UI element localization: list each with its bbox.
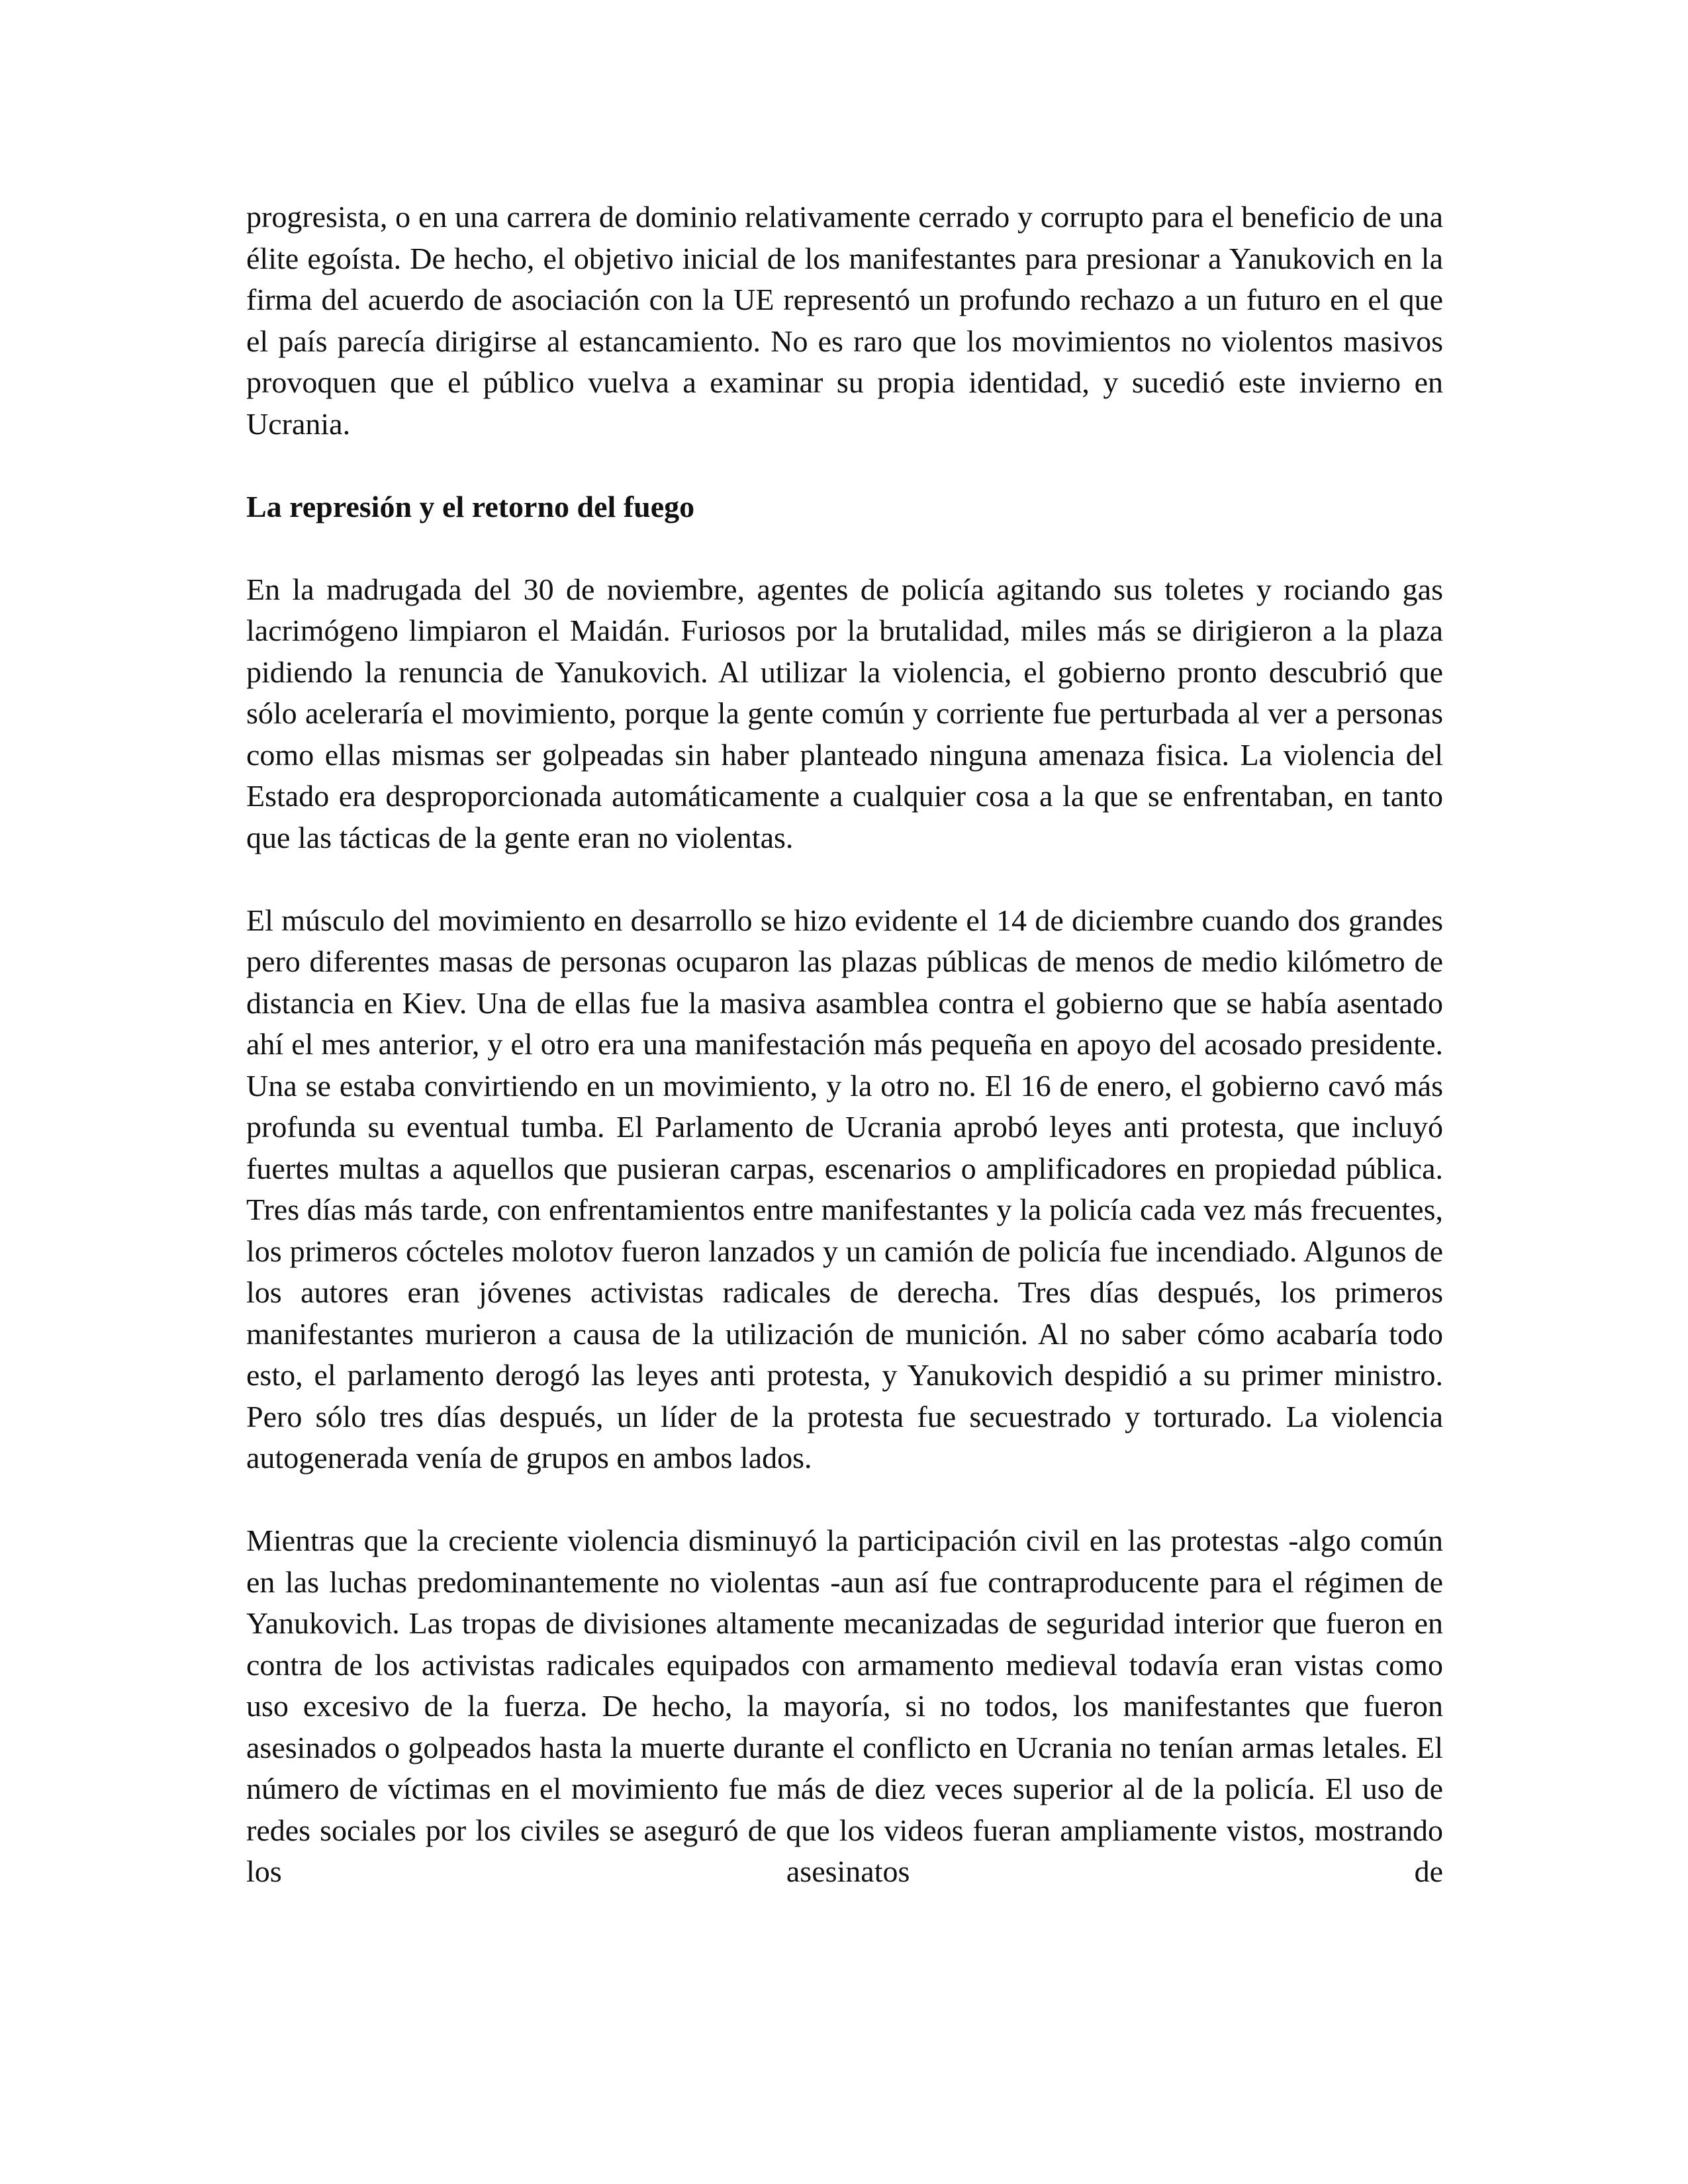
body-paragraph-1: En la madrugada del 30 de noviembre, agentes de policía agitando sus toletes y rociando gas lacrimógeno limpiaron el Maidán. Furiosos por la brutalidad, miles más se dirigieron a la plaza pidiendo la renuncia de Yanukovich. Al utilizar la violencia, el gobierno pronto descubrió que sólo aceleraría el movimiento, porque la gente común y corriente fue perturbada al ver a personas como ellas mismas ser golpeadas sin haber planteado ninguna amenaza fisica. La violencia del Estado era desproporcionada automáticamente a cualquier cosa a la que se enfrentaban, en tanto que las tácticas de la gente eran no violentas. — [246, 572, 1443, 854]
body-paragraph-2: El músculo del movimiento en desarrollo se hizo evidente el 14 de diciembre cuando dos grandes pero diferentes masas de personas ocuparon las plazas públicas de menos de medio kilómetro de distancia en Kiev. Una de ellas fue la masiva asamblea contra el gobierno que se había asentado ahí el mes anterior, y el otro era una manifestación más pequeña en apoyo del acosado presidente. Una se estaba convirtiendo en un movimiento, y la otro no. El 16 de enero, el gobierno cavó más profunda su eventual tumba. El Parlamento de Ucrania aprobó leyes anti protesta, que incluyó fuertes multas a aquellos que pusieran carpas, escenarios o amplificadores en propiedad pública. Tres días más tarde, con enfrentamientos entre manifestantes y la policía cada vez más frecuentes, los primeros cócteles molotov fueron lanzados y un camión de policía fue incendiado. Algunos de los autores eran jóvenes activistas radicales de derecha. Tres días después, los primeros manifestantes murieron a causa de la utilización de munición. Al no saber cómo acabaría todo esto, el parlamento derogó las leyes anti protesta, y Yanukovich despidió a su primer ministro. Pero sólo tres días después, un líder de la protesta fue secuestrado y torturado. La violencia autogenerada venía de grupos en ambos lados. — [246, 903, 1443, 1475]
section-heading: La represión y el retorno del fuego — [246, 489, 695, 523]
document-body — [246, 197, 1443, 1934]
body-paragraph-3: Mientras que la creciente violencia disminuyó la participación civil en las protestas -algo común en las luchas predominantemente no violentas -aun así fue contraproducente para el régimen de Yanukovich. Las tropas de divisiones altamente mecanizadas de seguridad interior que fueron en contra de los activistas radicales equipados con armamento medieval todavía eran vistas como uso excesivo de la fuerza. De hecho, la mayoría, si no todos, los manifestantes que fueron asesinados o golpeados hasta la muerte durante el conflicto en Ucrania no tenían armas letales. El número de víctimas en el movimiento fue más de diez veces superior al de la policía. El uso de redes sociales por los civiles se aseguró de que los videos fueran ampliamente vistos, mostrando los asesinatos de — [246, 1524, 1443, 1888]
intro-paragraph: progresista, o en una carrera de dominio relativamente cerrado y corrupto para el beneficio de una élite egoísta. De hecho, el objetivo inicial de los manifestantes para presionar a Yanukovich en la firma del acuerdo de asociación con la UE representó un profundo rechazo a un futuro en el que el país parecía dirigirse al estancamiento. No es raro que los movimientos no violentos masivos provoquen que el público vuelva a examinar su propia identidad, y sucedió este invierno en Ucrania. — [246, 200, 1443, 441]
